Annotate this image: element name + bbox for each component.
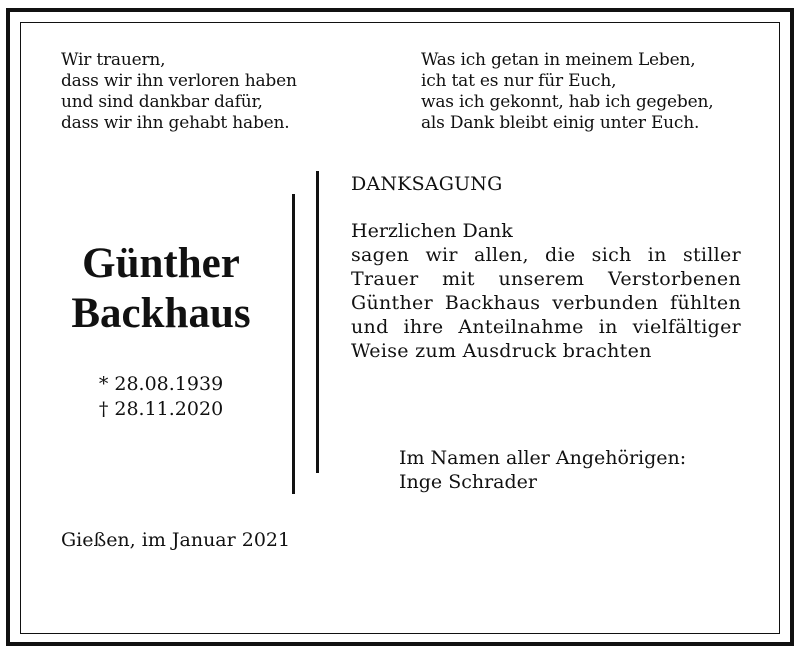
poem-left-line: dass wir ihn verloren haben xyxy=(61,71,297,91)
signature-name: Inge Schrader xyxy=(399,471,537,493)
poem-left xyxy=(61,50,297,134)
poem-right xyxy=(421,50,713,134)
poem-right-line: als Dank bleibt einig unter Euch. xyxy=(421,113,700,133)
death-date: † 28.11.2020 xyxy=(98,398,224,420)
divider-line-left xyxy=(292,194,295,494)
divider-line-right xyxy=(316,171,319,473)
poem-left-line: Wir trauern, xyxy=(61,50,166,70)
poem-right-line: Was ich getan in meinem Leben, xyxy=(421,50,696,70)
signature-line: Im Namen aller Angehörigen: xyxy=(399,447,687,469)
notice-heading: DANKSAGUNG xyxy=(351,173,503,195)
poem-left-line: dass wir ihn gehabt haben. xyxy=(61,113,290,133)
poem-right-line: was ich gekonnt, hab ich gegeben, xyxy=(421,92,714,112)
poem-left-line: und sind dankbar dafür, xyxy=(61,92,263,112)
deceased-last-name: Backhaus xyxy=(71,290,251,337)
poem-right-line: ich tat es nur für Euch, xyxy=(421,71,617,91)
place-and-date: Gießen, im Januar 2021 xyxy=(61,529,291,551)
thanks-body: sagen wir allen, die sich in stiller Trauer mit unserem Verstorbenen Günther Backhaus verbunden fühlten und ihre Anteilnahme in vielfältiger Weise zum Ausdruck brachten xyxy=(351,244,741,362)
deceased-first-name: Günther xyxy=(82,240,240,287)
thanks-first-line: Herzlichen Dank xyxy=(351,220,513,242)
birth-date: * 28.08.1939 xyxy=(98,373,224,395)
